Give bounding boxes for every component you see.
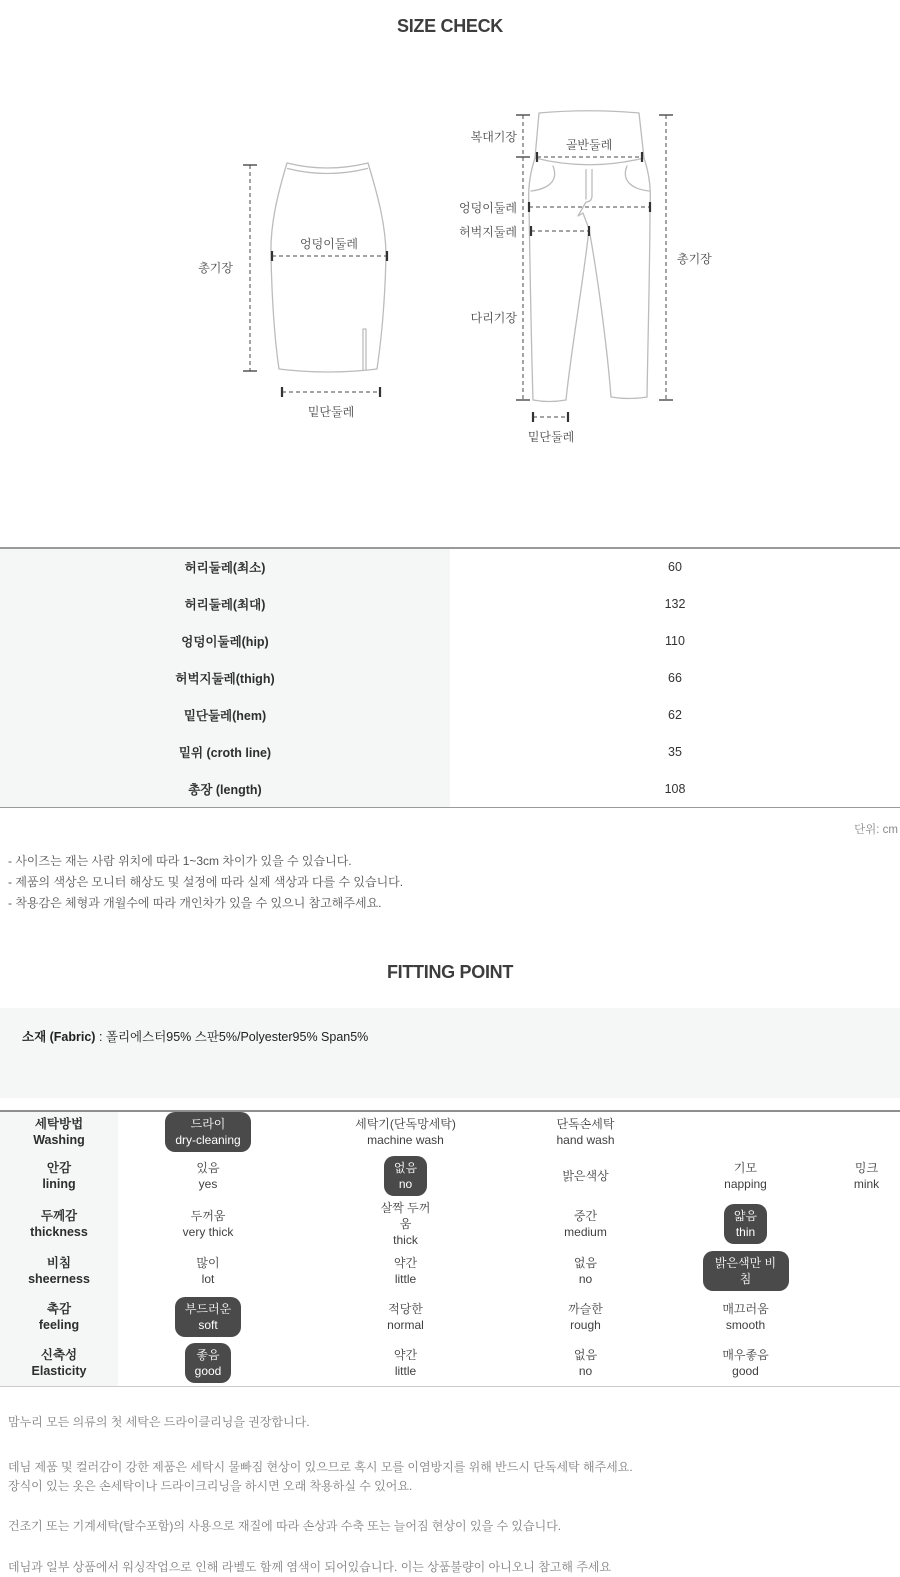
size-row-value: 35 bbox=[668, 744, 682, 759]
size-row-label: 허리둘레(최대) bbox=[0, 586, 450, 623]
care-notes bbox=[8, 1413, 900, 1577]
fitting-option: 많이 lot bbox=[196, 1256, 220, 1286]
skirt-total-length-label: 총기장 bbox=[198, 261, 233, 275]
fitting-option: 밝은색상 bbox=[562, 1169, 609, 1183]
fitting-option: 매우좋음 good bbox=[722, 1348, 769, 1378]
row-header-ko: 비침 bbox=[46, 1256, 72, 1270]
care-note-line: 데님 제품 및 컬러감이 강한 제품은 세탁시 물빠짐 현상이 있으므로 혹시 모를 이염방지를 위해 반드시 단독세탁 해주세요. bbox=[8, 1460, 633, 1474]
fitting-table bbox=[0, 1110, 900, 1387]
fabric-value: : 폴리에스터95% 스판5%/Polyester95% Span5% bbox=[95, 1030, 369, 1044]
size-row-value: 132 bbox=[664, 597, 686, 612]
size-row-label: 밑위 (croth line) bbox=[0, 733, 450, 770]
fitting-row-header bbox=[0, 1294, 118, 1340]
fitting-row-elasticity bbox=[0, 1340, 900, 1386]
fitting-option: 좋음 good bbox=[118, 1340, 298, 1386]
fitting-point-title: FITTING POINT bbox=[386, 962, 514, 982]
fitting-row-feeling bbox=[0, 1294, 900, 1340]
row-header-ko: 안감 bbox=[46, 1161, 72, 1175]
fitting-row-thickness bbox=[0, 1200, 900, 1248]
pants-leg-length-label: 다리기장 bbox=[470, 311, 517, 325]
fitting-option-empty bbox=[833, 1200, 900, 1248]
pants-thigh-label: 허벅지둘레 bbox=[459, 225, 517, 239]
size-row-value: 66 bbox=[668, 671, 682, 685]
size-row-label: 허벅지둘레(thigh) bbox=[0, 660, 450, 697]
fitting-option-empty bbox=[833, 1294, 900, 1340]
care-note-line: 건조기 또는 기계세탁(탈수포함)의 사용으로 재질에 따라 손상과 수축 또는 늘어짐 현상이 있을 수 있습니다. bbox=[8, 1519, 562, 1533]
fitting-option: 약간 little bbox=[393, 1348, 418, 1378]
row-header-en: Washing bbox=[33, 1133, 85, 1147]
table-row bbox=[0, 549, 900, 586]
row-header-en: thickness bbox=[30, 1225, 88, 1239]
size-row-value: 110 bbox=[665, 634, 685, 649]
fitting-row-header bbox=[0, 1248, 118, 1294]
fitting-option: 밍크 mink bbox=[853, 1161, 880, 1191]
care-note-line: 장식이 있는 옷은 손세탁이나 드라이크리닝을 하시면 오래 착용하실 수 있어요. bbox=[8, 1479, 413, 1493]
fitting-option: 부드러운 soft bbox=[118, 1294, 298, 1340]
row-header-en: feeling bbox=[38, 1318, 80, 1332]
pants-pelvis-label: 골반둘레 bbox=[565, 138, 613, 152]
care-note-line: 데님과 일부 상품에서 워싱작업으로 인해 라벨도 함께 염색이 되어있습니다. 이는 상품불량이 아니오니 참고해 주세요 bbox=[8, 1560, 612, 1574]
pants-hip-label: 엉덩이둘레 bbox=[459, 201, 517, 215]
size-note-line: - 사이즈는 재는 사람 위치에 따라 1~3cm 차이가 있을 수 있습니다. bbox=[8, 854, 352, 868]
table-row bbox=[0, 733, 900, 770]
fitting-option: 없음 no bbox=[298, 1152, 513, 1200]
size-row-label: 엉덩이둘레(hip) bbox=[0, 623, 450, 660]
size-note-line: - 착용감은 체형과 개월수에 따라 개인차가 있을 수 있으니 참고해주세요. bbox=[8, 896, 382, 910]
table-row bbox=[0, 623, 900, 660]
fitting-option: 세탁기(단독망세탁) machine wash bbox=[355, 1117, 456, 1147]
fitting-option: 있음 yes bbox=[196, 1161, 220, 1191]
fitting-row-header bbox=[0, 1200, 118, 1248]
size-diagram-section bbox=[0, 60, 900, 535]
fitting-row-lining bbox=[0, 1152, 900, 1200]
unit-note: 단위: cm bbox=[854, 824, 898, 836]
fabric-info bbox=[0, 1008, 900, 1098]
fabric-label: 소재 (Fabric) bbox=[22, 1030, 96, 1044]
fitting-option: 기모 napping bbox=[724, 1161, 767, 1191]
row-header-ko: 두께감 bbox=[40, 1209, 78, 1223]
size-row-value: 60 bbox=[668, 560, 682, 575]
size-row-label: 밑단둘레(hem) bbox=[0, 696, 450, 733]
table-row bbox=[0, 696, 900, 733]
fitting-option: 중간 medium bbox=[564, 1209, 607, 1239]
size-row-label: 총장 (length) bbox=[0, 770, 450, 807]
size-row-label: 허리둘레(최소) bbox=[0, 549, 450, 586]
fitting-option-empty bbox=[658, 1112, 833, 1152]
row-header-en: Elasticity bbox=[31, 1364, 87, 1378]
size-note-line: - 제품의 색상은 모니터 해상도 및 설정에 따라 실제 색상과 다를 수 있습니다. bbox=[8, 875, 404, 889]
fitting-option-empty bbox=[833, 1112, 900, 1152]
pants-belly-band-label: 복대기장 bbox=[470, 130, 517, 144]
care-note-line: 맘누리 모든 의류의 첫 세탁은 드라이클리닝을 권장합니다. bbox=[8, 1415, 310, 1429]
table-row bbox=[0, 660, 900, 697]
row-header-ko: 세탁방법 bbox=[34, 1117, 84, 1131]
table-row bbox=[0, 770, 900, 807]
fitting-row-washing bbox=[0, 1112, 900, 1152]
size-row-value: 108 bbox=[664, 781, 686, 796]
fitting-option: 까슬한 rough bbox=[568, 1302, 603, 1332]
fitting-option-empty bbox=[833, 1340, 900, 1386]
fitting-option: 단독손세탁 hand wash bbox=[556, 1117, 615, 1147]
pants-hem-label: 밑단둘레 bbox=[527, 430, 575, 444]
skirt-outline bbox=[271, 163, 386, 372]
pants-total-length-label: 총기장 bbox=[677, 252, 712, 266]
fitting-row-sheerness bbox=[0, 1248, 900, 1294]
fitting-option: 두꺼움 very thick bbox=[182, 1209, 234, 1239]
fitting-option: 약간 little bbox=[393, 1256, 418, 1286]
fitting-row-header bbox=[0, 1152, 118, 1200]
fitting-option: 살짝 두꺼움 thick bbox=[380, 1201, 431, 1247]
row-header-ko: 신축성 bbox=[40, 1348, 78, 1362]
row-header-en: sheerness bbox=[28, 1272, 90, 1286]
skirt-hem-label: 밑단둘레 bbox=[307, 405, 355, 419]
size-diagram bbox=[0, 60, 900, 530]
fitting-row-header bbox=[0, 1112, 118, 1152]
fitting-option: 없음 no bbox=[573, 1256, 598, 1286]
skirt-hip-label: 엉덩이둘레 bbox=[300, 237, 358, 251]
row-header-en: lining bbox=[42, 1177, 76, 1191]
fitting-option-empty bbox=[833, 1248, 900, 1294]
size-check-title: SIZE CHECK bbox=[396, 16, 503, 36]
size-notes bbox=[8, 851, 900, 914]
fitting-option: 밝은색만 비침 bbox=[658, 1248, 833, 1294]
size-table bbox=[0, 547, 900, 808]
fitting-option: 없음 no bbox=[573, 1348, 598, 1378]
fitting-row-header bbox=[0, 1340, 118, 1386]
fitting-option: 얇음 thin bbox=[658, 1200, 833, 1248]
table-row bbox=[0, 586, 900, 623]
fitting-option: 드라이 dry-cleaning bbox=[118, 1112, 298, 1152]
pants-outline bbox=[529, 111, 651, 402]
row-header-ko: 촉감 bbox=[46, 1302, 72, 1316]
fitting-option: 매끄러움 smooth bbox=[722, 1302, 769, 1332]
fitting-option: 적당한 normal bbox=[387, 1302, 424, 1332]
size-row-value: 62 bbox=[668, 707, 682, 722]
